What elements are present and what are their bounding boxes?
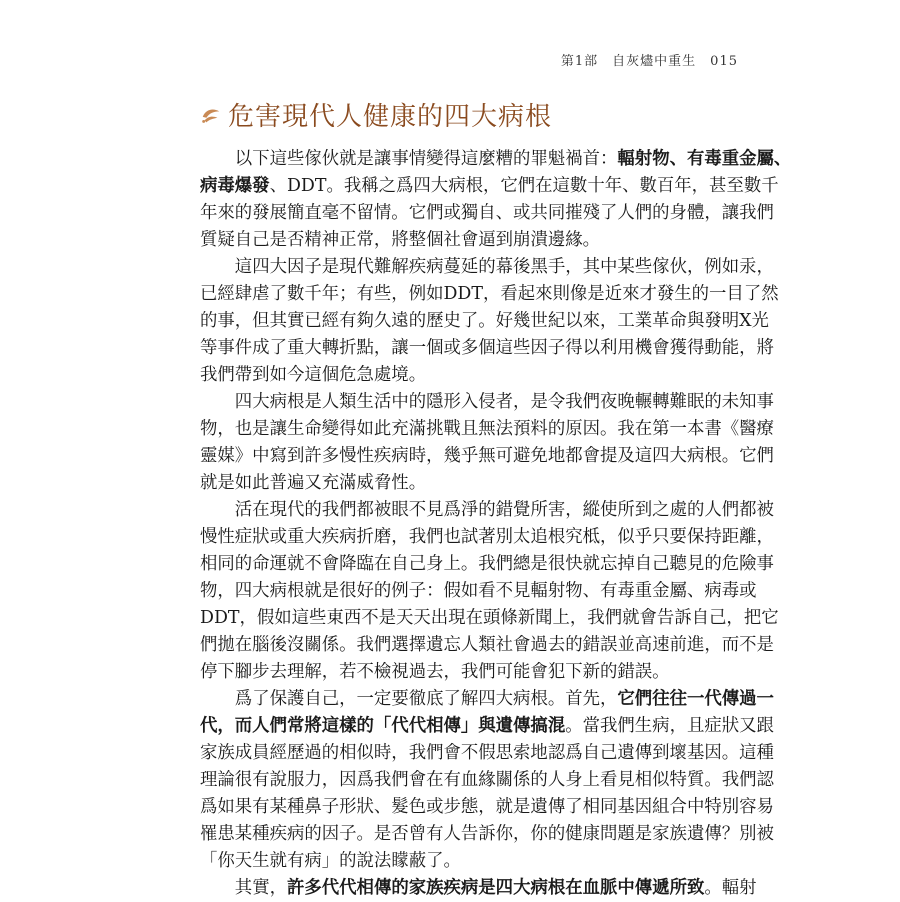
text-run: 爲了保護自己，一定要徹底了解四大病根。首先， [234,689,618,709]
paragraph [200,875,757,902]
text-line [200,200,774,227]
bold-text: 許多代代相傳的家族疾病是四大病根在血脈中傳遞所致 [286,878,705,898]
text-line [200,443,774,470]
text-line [200,254,774,281]
text-run: 相同的命運就不會降臨在自己身上。我們總是很快就忘掉自己聽見的危險事 [200,554,774,574]
text-line [200,821,774,848]
text-line [200,416,774,443]
text-line [200,281,779,308]
text-run: 、DDT。我稱之爲四大病根，它們在這數十年、數百年，甚至數千 [269,176,779,196]
text-line [200,551,774,578]
body-text [200,146,792,902]
text-run: 。當我們生病，且症狀又跟 [565,716,774,736]
text-line [200,578,757,605]
text-run: 家族成員經歷過的相似時，我們會不假思索地認爲自己遺傳到壞基因。這種 [200,743,774,763]
header-part: 第1部 [560,54,599,69]
running-header [561,50,738,69]
text-line [200,308,769,335]
text-run: 慢性症狀或重大疾病折磨，我們也試著別太追根究柢，似乎只要保持距離， [200,527,774,547]
text-run: 們拋在腦後沒關係。我們選擇遺忘人類社會過去的錯誤並高速前進，而不是 [200,635,774,655]
text-run: 以下這些傢伙就是讓事情變得這麼糟的罪魁禍首： [234,149,618,169]
text-run: 其實， [234,878,287,898]
text-run: 四大病根是人類生活中的隱形入侵者，是令我們夜晚輾轉難眠的未知事 [234,392,774,412]
section-heading [200,96,552,133]
text-line [200,713,774,740]
text-line [200,335,774,362]
text-run: 罹患某種疾病的因子。是否曾有人告訴你，你的健康問題是家族遺傳？別被 [200,824,774,844]
header-part-title: 自灰燼中重生 [612,54,697,69]
text-line [200,686,774,713]
paragraph [200,146,792,254]
text-line [200,632,774,659]
text-run: 停下腳步去理解，若不檢視過去，我們可能會犯下新的錯誤。 [200,662,670,682]
paragraph [200,254,779,389]
bold-text: 病毒爆發 [200,176,270,196]
text-run: 等事件成了重大轉折點，讓一個或多個這些因子得以利用機會獲得動能，將 [200,338,774,358]
text-run: 物，四大病根就是很好的例子：假如看不見輻射物、有毒重金屬、病毒或 [200,581,757,601]
text-run: 靈媒》中寫到許多慢性疾病時，幾乎無可避免地都會提及這四大病根。它們 [200,446,774,466]
text-line [200,605,779,632]
text-run: 理論很有說服力，因爲我們會在有血緣關係的人身上看見相似特質。我們認 [200,770,774,790]
text-run: 物，也是讓生命變得如此充滿挑戰且無法預料的原因。我在第一本書《醫療 [200,419,774,439]
text-line [200,389,774,416]
text-line [200,767,774,794]
text-run: 已經肆虐了數千年；有些，例如DDT，看起來則像是近來才發生的一目了然 [200,284,779,304]
text-run: 這四大因子是現代難解疾病蔓延的幕後黑手，其中某些傢伙，例如汞， [234,257,774,277]
text-run: 的事，但其實已經有夠久遠的歷史了。好幾世紀以來，工業革命與發明X光 [200,311,769,331]
text-line [200,794,774,821]
text-run: DDT，假如這些東西不是天天出現在頭條新聞上，我們就會告訴自己，把它 [200,608,779,628]
text-line [200,848,736,875]
text-line [200,659,736,686]
text-line [200,470,736,497]
paragraph [200,497,779,686]
text-line [200,173,779,200]
text-run: 就是如此普遍又充滿威脅性。 [200,473,427,493]
section-title: 危害現代人健康的四大病根 [228,102,553,132]
bold-text: 它們往往一代傳過一 [617,689,774,709]
text-line [200,227,736,254]
text-run: 活在現代的我們都被眼不見爲淨的錯覺所害，縱使所到之處的人們都被 [234,500,774,520]
text-line [200,146,792,173]
text-run: 。輻射 [704,878,757,898]
text-line [200,362,736,389]
bold-text: 輻射物、有毒重金屬、 [617,149,792,169]
paragraph [200,686,774,875]
text-line [200,524,774,551]
text-run: 爲如果有某種鼻子形狀、髮色或步態，就是遺傳了相同基因組合中特別容易 [200,797,774,817]
page-number: 015 [710,54,738,69]
text-run: 我們帶到如今這個危急處境。 [200,365,427,385]
text-line [200,875,757,902]
text-line [200,740,774,767]
paragraph [200,389,774,497]
bold-text: 代，而人們常將這樣的「代代相傳」與遺傳搞混 [200,716,566,736]
text-run: 年來的發展簡直毫不留情。它們或獨自、或共同摧殘了人們的身體，讓我們 [200,203,774,223]
leaf-ornament-icon [200,104,222,126]
text-line [200,497,774,524]
text-run: 質疑自己是否精神正常，將整個社會逼到崩潰邊緣。 [200,230,600,250]
text-run: 「你天生就有病」的說法矇蔽了。 [200,851,461,871]
